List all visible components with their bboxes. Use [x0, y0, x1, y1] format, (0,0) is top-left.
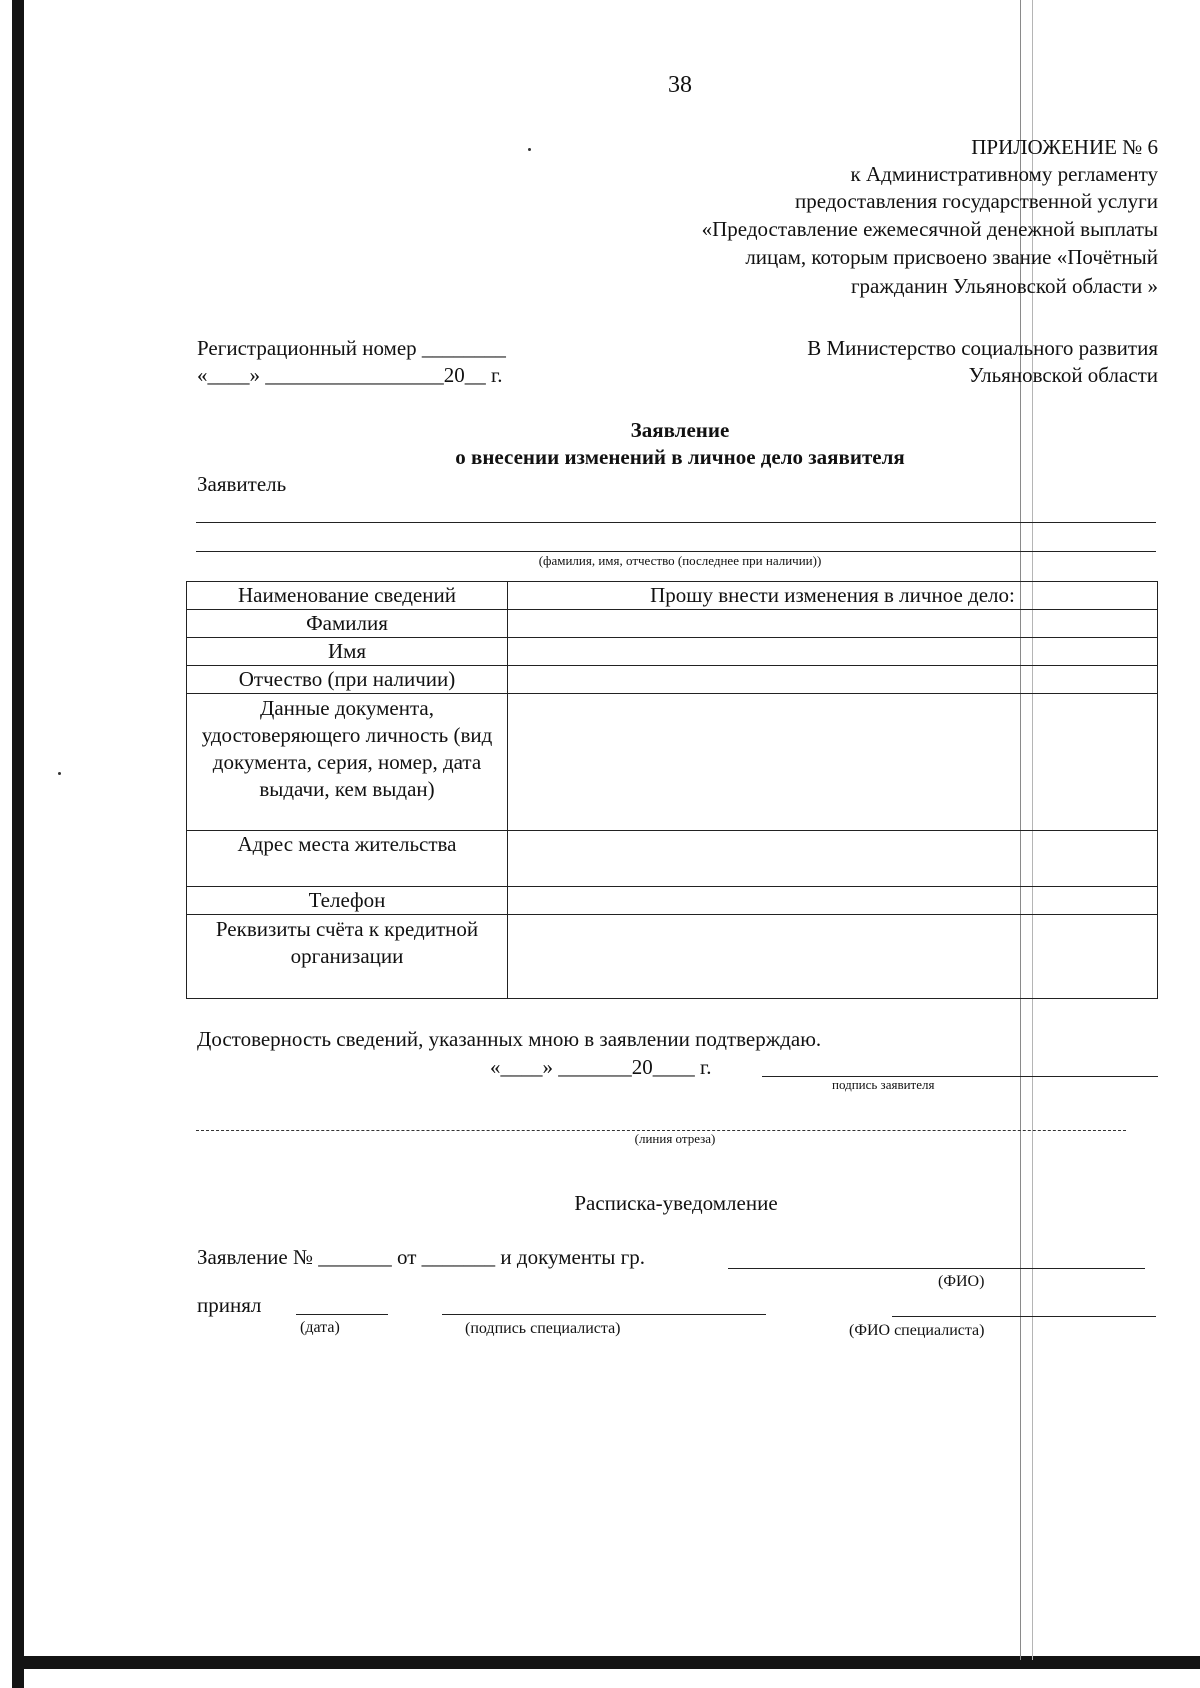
row-label-patronymic: Отчество (при наличии) [187, 666, 508, 694]
changes-table [186, 581, 1158, 999]
scan-speck [58, 772, 61, 775]
appendix-title: ПРИЛОЖЕНИЕ № 6 [971, 135, 1158, 159]
specialist-fio-line[interactable] [892, 1316, 1156, 1317]
receipt-line: Заявление № _______ от _______ и документы гр. [197, 1245, 645, 1269]
row-label-phone: Телефон [187, 887, 508, 915]
signature-line[interactable] [762, 1076, 1158, 1077]
date-caption: (дата) [300, 1319, 340, 1336]
row-value-bank-account[interactable] [508, 915, 1158, 999]
date-line[interactable] [296, 1314, 388, 1315]
appendix-line: гражданин Ульяновской области » [850, 274, 1158, 298]
appendix-line: лицам, которым присвоено звание «Почётный [745, 245, 1158, 269]
specialist-fio-caption: (ФИО специалиста) [849, 1322, 985, 1339]
applicant-line [196, 522, 1156, 523]
row-label-bank-account: Реквизиты счёта к кредитной организации [187, 915, 508, 999]
appendix-line: к Административному регламенту [850, 162, 1158, 186]
receipt-title: Расписка-уведомление [574, 1191, 778, 1215]
table-row [187, 638, 1158, 666]
row-label-name: Имя [187, 638, 508, 666]
addressee-line2: Ульяновской области [968, 363, 1158, 387]
receipt-fio-caption: (ФИО) [938, 1273, 985, 1290]
specialist-signature-caption: (подпись специалиста) [465, 1320, 621, 1337]
appendix-line: предоставления государственной услуги [795, 189, 1158, 213]
row-value-address[interactable] [508, 831, 1158, 887]
table-header-right: Прошу внести изменения в личное дело: [508, 582, 1158, 610]
page-number: 38 [668, 72, 692, 98]
document-subtitle: о внесении изменений в личное дело заявителя [455, 445, 905, 469]
applicant-line [196, 551, 1156, 552]
confirmation-text: Достоверность сведений, указанных мною в заявлении подтверждаю. [197, 1027, 822, 1051]
row-label-surname: Фамилия [187, 610, 508, 638]
table-row [187, 666, 1158, 694]
row-value-identity-document[interactable] [508, 694, 1158, 831]
row-label-identity-document: Данные документа, удостоверяющего личность (вид документа, серия, номер, дата выдачи, кем выдан) [187, 694, 508, 831]
appendix-line: «Предоставление ежемесячной денежной выплаты [701, 217, 1158, 241]
scan-border-bottom [24, 1656, 1200, 1669]
table-row [187, 915, 1158, 999]
table-header-left: Наименование сведений [187, 582, 508, 610]
accepted-label: принял [197, 1293, 262, 1317]
row-value-name[interactable] [508, 638, 1158, 666]
document-title: Заявление [630, 418, 730, 442]
row-value-surname[interactable] [508, 610, 1158, 638]
table-row [187, 831, 1158, 887]
scan-border-left [12, 0, 24, 1688]
table-row [187, 694, 1158, 831]
scan-speck [528, 148, 531, 151]
cut-line-caption: (линия отреза) [634, 1131, 716, 1146]
row-value-patronymic[interactable] [508, 666, 1158, 694]
confirmation-date: «____» _______20____ г. [490, 1055, 712, 1079]
registration-number: Регистрационный номер ________ [197, 336, 506, 360]
table-row [187, 887, 1158, 915]
receipt-fio-line[interactable] [728, 1268, 1145, 1269]
applicant-caption: (фамилия, имя, отчество (последнее при наличии)) [538, 553, 822, 568]
signature-caption: подпись заявителя [832, 1077, 935, 1092]
row-label-address: Адрес места жительства [187, 831, 508, 887]
addressee-line1: В Министерство социального развития [807, 336, 1158, 360]
row-value-phone[interactable] [508, 887, 1158, 915]
applicant-label: Заявитель [197, 472, 287, 496]
table-row [187, 610, 1158, 638]
specialist-signature-line[interactable] [442, 1314, 766, 1315]
registration-date: «____» _________________20__ г. [197, 363, 503, 387]
